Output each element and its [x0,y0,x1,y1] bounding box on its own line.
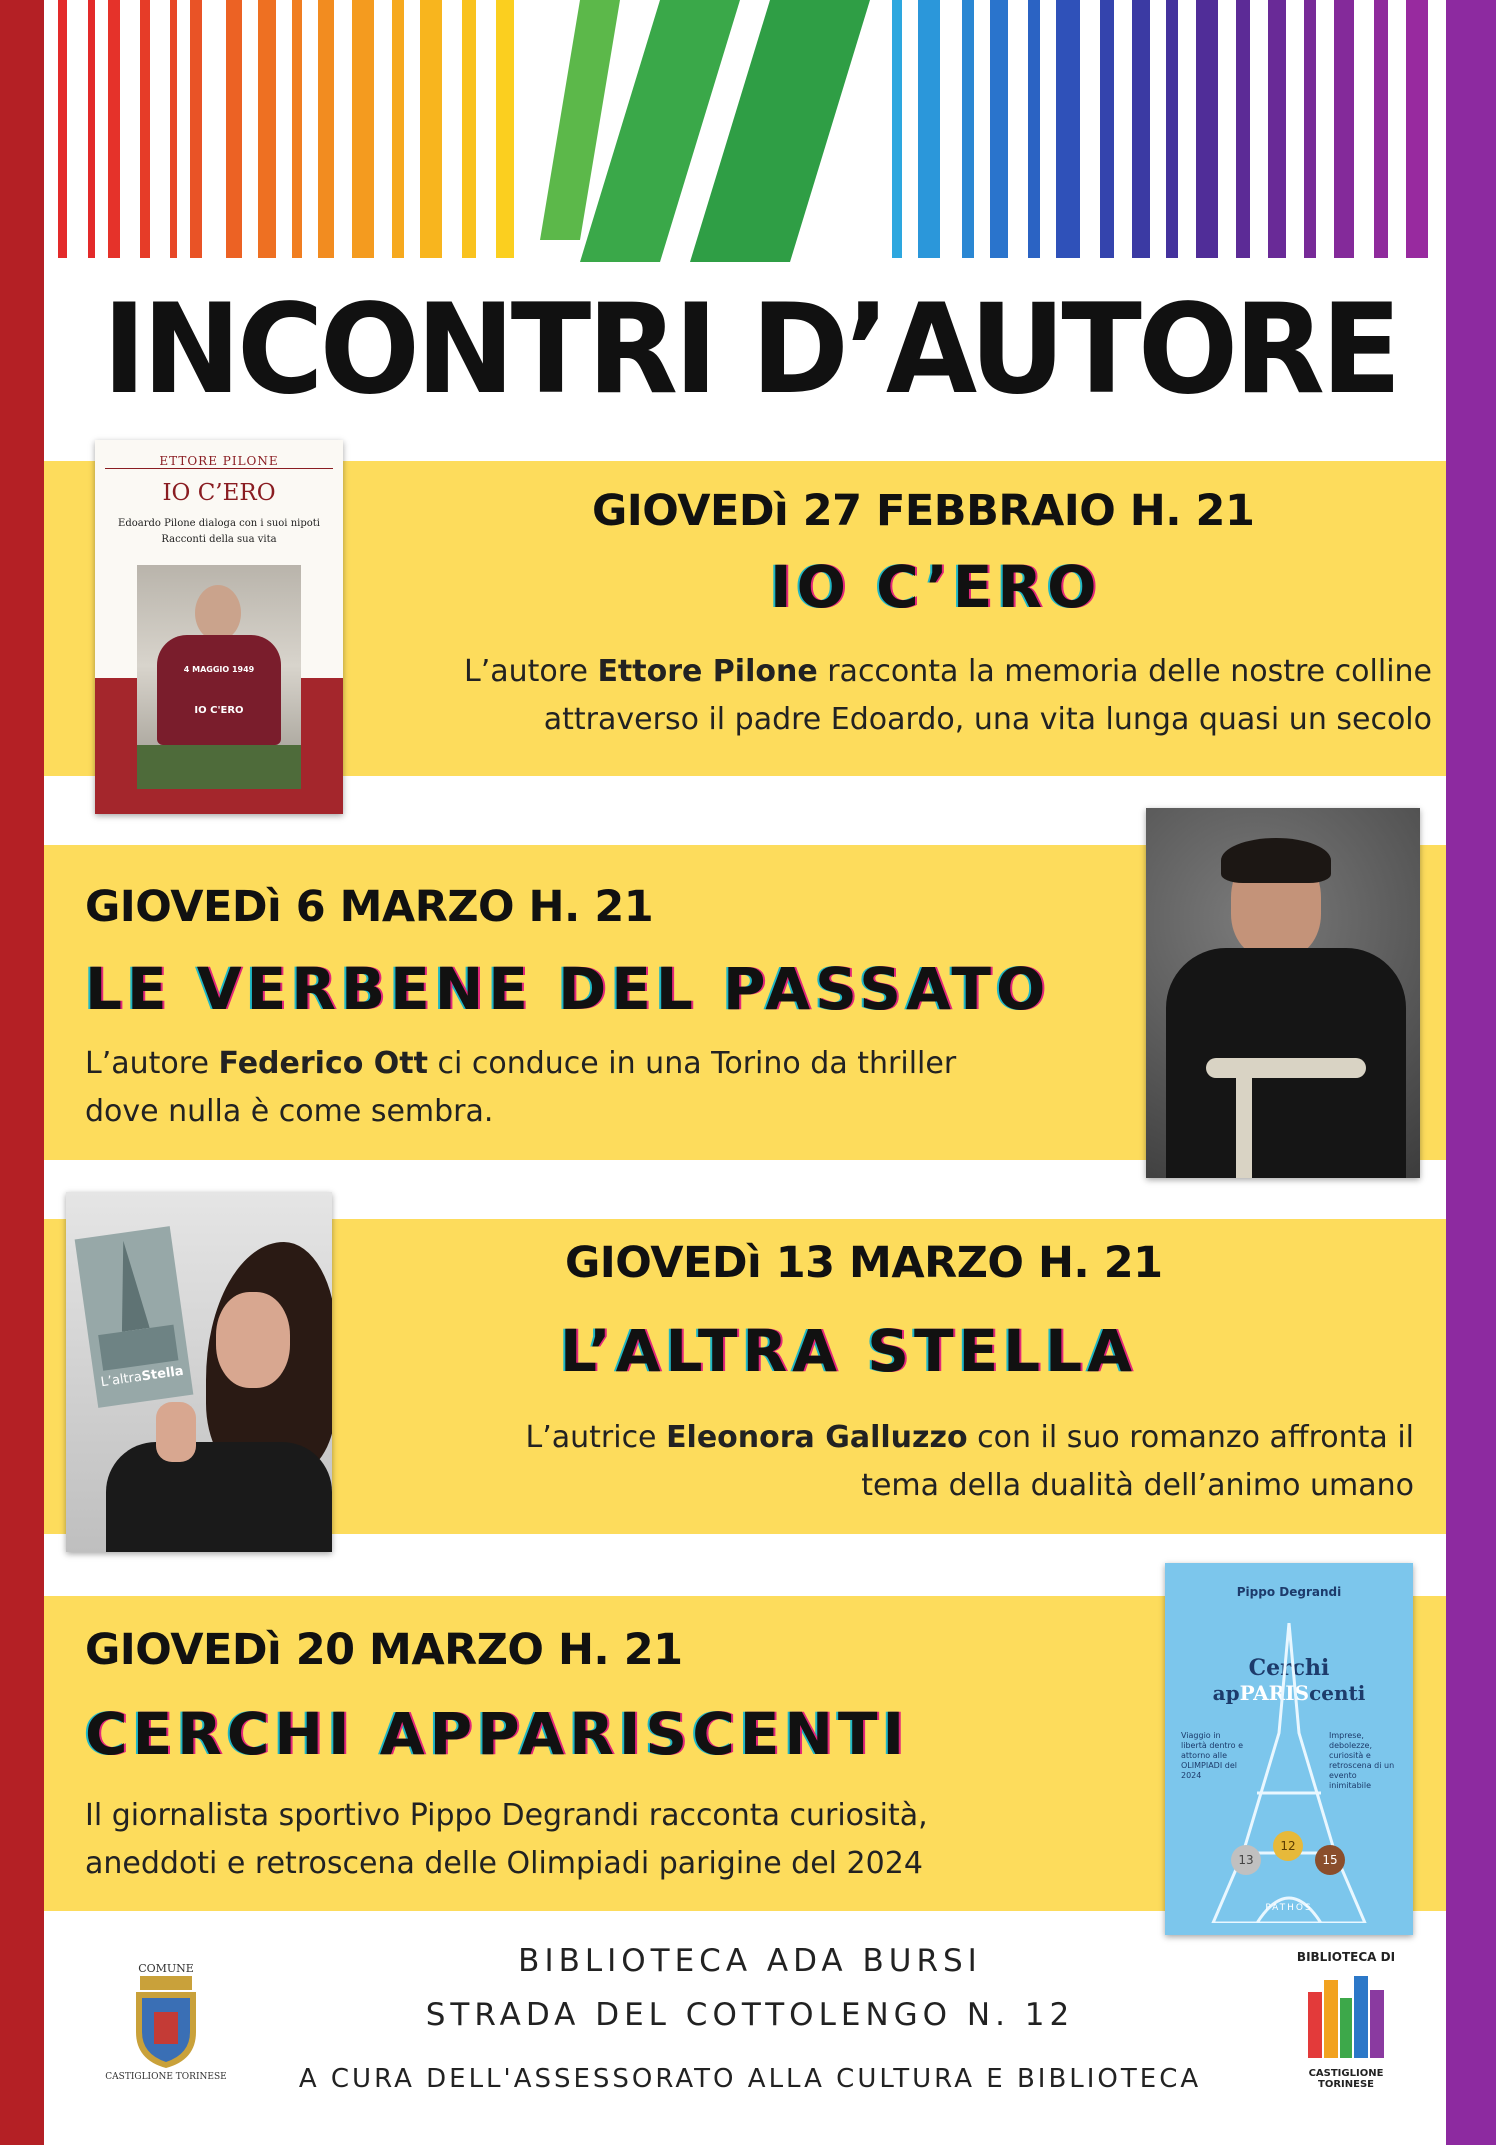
library-logo [1282,1950,1410,2090]
event-desc-1: L’autore Ettore Pilone racconta la memoria delle nostre colline attraverso il padre Edoardo, una vita lunga quasi un secolo [464,654,1432,737]
event-book-title-4: CERCHI APPARISCENTI [85,1700,910,1768]
event-book-title-3: L’ALTRA STELLA [560,1317,1137,1385]
event-book-title-1: IO C’ERO [770,553,1102,621]
event-date-1: GIOVEDì 27 FEBBRAIO H. 21 [592,486,1255,536]
cover-author: ETTORE PILONE [159,454,279,468]
event-desc-3: L’autrice Eleonora Galluzzo con il suo romanzo affronta il tema della dualità dell’animo umano [525,1420,1414,1503]
comune-crest [102,1962,230,2107]
author-name: Eleonora Galluzzo [666,1420,968,1455]
book-cover-cerchi-appariscenti: Pippo Degrandi Cerchi apPARIScenti Viaggio in libertà dentro e attorno alle OLIMPIADI del 2024 Imprese, debolezze, curiosità e retroscena di un evento inimitabile 13 12 15 PATHOS [1165,1563,1413,1935]
books-icon [1304,1972,1388,2062]
cover-publisher: PATHOS [1265,1903,1313,1913]
event-date-3: GIOVEDì 13 MARZO H. 21 [565,1238,1163,1288]
library-logo-top-text: BIBLIOTECA DI [1296,1950,1396,1964]
medal-silver: 13 [1231,1845,1261,1875]
footer-library-name: BIBLIOTECA ADA BURSI [518,1943,982,1979]
library-logo-bottom-text: CASTIGLIONE TORINESE [1308,2068,1384,2090]
crest-bottom-text: CASTIGLIONE TORINESE [105,2072,227,2082]
event-desc-2: L’autore Federico Ott ci conduce in una Torino da thriller dove nulla è come sembra. [85,1046,957,1129]
medal-gold: 12 [1273,1831,1303,1861]
cover-shirt-text-2: IO C'ERO [194,705,244,716]
cover-subtitle-2: Racconti della sua vita [161,534,277,545]
cover-author: Pippo Degrandi [1236,1585,1342,1599]
book-label-b: Stella [140,1363,185,1385]
cover-photo-elderly-man [137,565,301,789]
green-slanted-stripes [540,0,920,262]
footer-address: STRADA DEL COTTOLENGO N. 12 [425,1997,1075,2033]
event-book-title-2: LE VERBENE DEL PASSATO [85,955,1051,1023]
author-name: Ettore Pilone [597,654,818,689]
left-color-bar [0,0,44,2145]
author-photo-federico-ott [1146,808,1420,1178]
cover-title-a: Cerchi [1248,1655,1330,1681]
cover-title: IO C’ERO [162,480,276,506]
medal-bronze: 15 [1315,1845,1345,1875]
cover-shirt-text-1: 4 MAGGIO 1949 [183,665,255,674]
footer-credits: A CURA DELL'ASSESSORATO ALLA CULTURA E BIBLIOTECA [298,2064,1202,2094]
author-name: Federico Ott [218,1046,428,1081]
cover-subtitle-1: Edoardo Pilone dialoga con i suoi nipoti [118,518,320,529]
author-photo-eleonora-galluzzo [66,1192,332,1552]
crest-top-text: COMUNE [138,1962,194,1975]
right-color-bar [1446,0,1496,2145]
shield-icon [132,1976,200,2068]
book-cover-io-cero [95,440,343,814]
event-date-4: GIOVEDì 20 MARZO H. 21 [85,1625,683,1675]
cover-right-text: Imprese, debolezze, curiosità e retroscena di un evento inimitabile [1329,1731,1395,1790]
event-date-2: GIOVEDì 6 MARZO H. 21 [85,882,654,932]
page-title: INCONTRI D’AUTORE [102,276,1398,422]
event-desc-4: Il giornalista sportivo Pippo Degrandi racconta curiosità, aneddoti e retroscena delle Olimpiadi parigine del 2024 [85,1798,928,1881]
book-label-a: L’altra [99,1369,143,1391]
cover-left-text: Viaggio in libertà dentro e attorno alle OLIMPIADI del 2024 [1181,1731,1243,1780]
